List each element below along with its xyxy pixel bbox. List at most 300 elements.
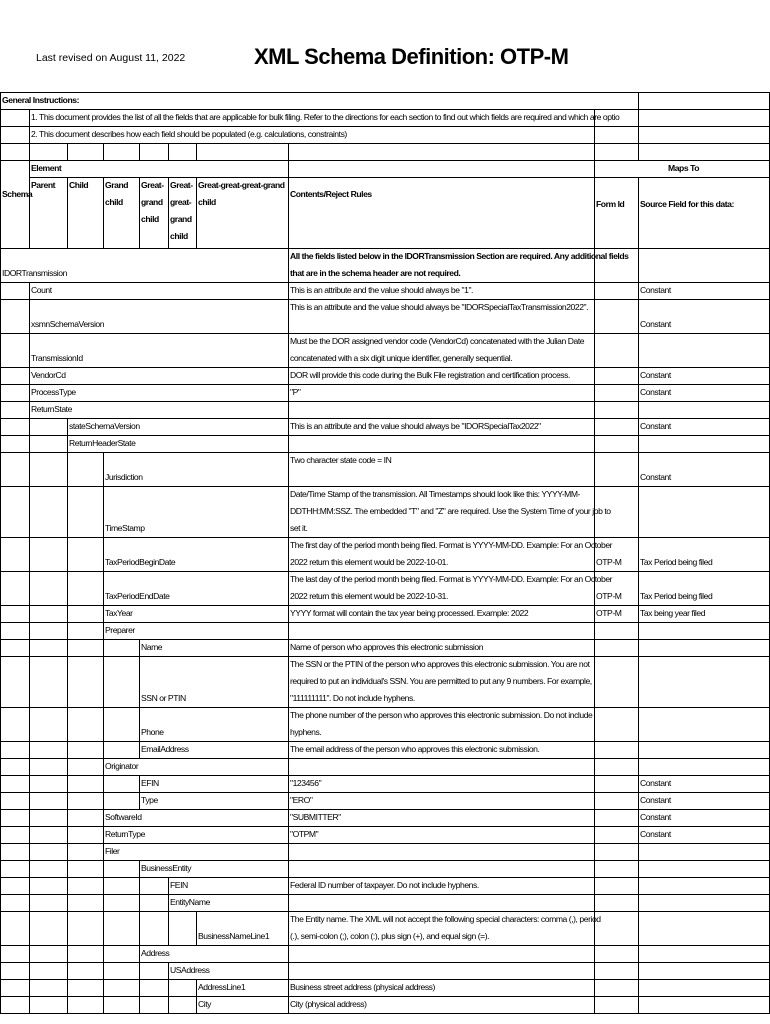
grid-line <box>103 605 104 622</box>
grid-line <box>0 333 1 367</box>
grid-line <box>196 911 197 945</box>
contents-rule: that are in the schema header are not required. <box>290 268 461 278</box>
grid-line <box>29 809 30 826</box>
grid-line <box>168 177 169 248</box>
element-name: Originator <box>105 761 139 771</box>
grid-line <box>288 248 289 282</box>
contents-rule: hyphens. <box>290 727 322 737</box>
grid-line <box>594 333 595 367</box>
grid-line <box>0 418 1 435</box>
grid-line <box>638 758 639 775</box>
grid-line <box>103 452 104 486</box>
grid-line <box>638 571 639 605</box>
grid-line <box>594 537 595 571</box>
grid-line <box>594 775 595 792</box>
grid-line <box>0 894 770 895</box>
grid-line <box>29 333 30 367</box>
grid-line <box>67 418 68 435</box>
grid-line <box>288 962 289 979</box>
grid-line <box>67 877 68 894</box>
grid-line <box>139 979 140 996</box>
element-name: Type <box>141 795 158 805</box>
grid-line <box>0 860 1 877</box>
grid-line <box>29 911 30 945</box>
element-name: Phone <box>141 727 164 737</box>
grid-line <box>0 571 1 605</box>
col-great-grand: child <box>141 214 159 224</box>
grid-line <box>638 282 639 299</box>
col-child: Child <box>69 180 89 190</box>
grid-line <box>288 826 289 843</box>
grid-line <box>594 418 595 435</box>
grid-line <box>29 894 30 911</box>
grid-line <box>0 843 1 860</box>
grid-line <box>638 962 639 979</box>
grid-line <box>29 109 30 143</box>
grid-line <box>0 996 1 1013</box>
grid-line <box>196 996 197 1013</box>
grid-line <box>638 945 639 962</box>
grid-line <box>29 571 30 605</box>
grid-line <box>67 486 68 537</box>
grid-line <box>288 656 289 707</box>
grid-line <box>0 401 1 418</box>
grid-line <box>103 571 104 605</box>
grid-line <box>594 979 595 996</box>
source-field: Tax Period being filed <box>640 591 713 601</box>
source-field: Constant <box>640 472 671 482</box>
element-name: VendorCd <box>31 370 66 380</box>
contents-rule: This is an attribute and the value should always be "IDORSpecialTax2022" <box>290 421 541 431</box>
form-id: OTP-M <box>596 591 622 601</box>
grid-line <box>638 826 639 843</box>
grid-line <box>29 843 30 860</box>
contents-rule: "ERO" <box>290 795 313 805</box>
grid-line <box>594 758 595 775</box>
grid-line <box>638 639 639 656</box>
col-great-great: Great- <box>170 180 193 190</box>
col-great-great-great-grand: child <box>198 197 216 207</box>
element-name: stateSchemaVersion <box>69 421 140 431</box>
grid-line <box>0 758 1 775</box>
contents-rule: Name of person who approves this electronic submission <box>290 642 484 652</box>
grid-line <box>638 452 639 486</box>
grid-line <box>67 435 68 452</box>
grid-line <box>196 143 197 160</box>
grid-line <box>168 996 169 1013</box>
grid-line <box>139 177 140 248</box>
grid-line <box>103 143 104 160</box>
col-parent: Parent <box>31 180 56 190</box>
grid-line <box>594 384 595 401</box>
grid-line <box>67 962 68 979</box>
grid-line <box>139 945 140 962</box>
grid-line <box>594 996 595 1013</box>
element-name: EntityName <box>170 897 210 907</box>
col-great-great-great-grand: Great-great-great-grand <box>198 180 285 190</box>
grid-line <box>67 860 68 877</box>
grid-line <box>0 656 1 707</box>
contents-rule: This is an attribute and the value should always be "1". <box>290 285 473 295</box>
grid-line <box>638 741 639 758</box>
grid-line <box>67 996 68 1013</box>
grid-line <box>29 775 30 792</box>
grid-line <box>638 775 639 792</box>
grid-line <box>67 639 68 656</box>
grid-line <box>594 282 595 299</box>
form-id: OTP-M <box>596 608 622 618</box>
grid-line <box>67 605 68 622</box>
grid-line <box>0 367 1 384</box>
grid-line <box>67 741 68 758</box>
grid-line <box>0 877 1 894</box>
grid-line <box>103 758 104 775</box>
contents-rule: Business street address (physical address) <box>290 982 435 992</box>
grid-line <box>29 860 30 877</box>
grid-line <box>29 622 30 639</box>
grid-line <box>594 792 595 809</box>
col-contents: Contents/Reject Rules <box>290 189 372 199</box>
element-name: Count <box>31 285 52 295</box>
instruction-line: 1. This document provides the list of all the fields that are applicable for bulk filing. Refer to the directions for each section to find out which fields are required and which are optio <box>31 112 620 122</box>
element-name: ReturnState <box>31 404 72 414</box>
element-name: ReturnType <box>105 829 145 839</box>
element-name: TransmissionId <box>31 353 83 363</box>
grid-line <box>67 979 68 996</box>
contents-rule: This is an attribute and the value should always be "IDORSpecialTaxTransmission2022". <box>290 302 589 312</box>
contents-rule: Must be the DOR assigned vendor code (VendorCd) concatenated with the Julian Date <box>290 336 585 346</box>
grid-line <box>29 741 30 758</box>
grid-line <box>67 843 68 860</box>
grid-line <box>288 877 289 894</box>
instruction-line: 2. This document describes how each field should be populated (e.g. calculations, constraints) <box>31 129 347 139</box>
contents-rule: The phone number of the person who approves this electronic submission. Do not include <box>290 710 593 720</box>
source-field: Constant <box>640 421 671 431</box>
grid-line <box>288 435 289 452</box>
grid-line <box>0 248 1 282</box>
grid-line <box>29 435 30 452</box>
grid-line <box>29 384 30 401</box>
grid-line <box>594 945 595 962</box>
grid-line <box>288 486 289 537</box>
grid-line <box>67 894 68 911</box>
grid-line <box>103 877 104 894</box>
contents-rule: "P" <box>290 387 301 397</box>
grid-line <box>168 979 169 996</box>
grid-line <box>103 486 104 537</box>
element-name: EmailAddress <box>141 744 189 754</box>
element-name: Filer <box>105 846 120 856</box>
source-field: Tax being year filed <box>640 608 706 618</box>
grid-line <box>638 996 639 1013</box>
grid-line <box>29 979 30 996</box>
contents-rule: Federal ID number of taxpayer. Do not include hyphens. <box>290 880 479 890</box>
grid-line <box>0 486 1 537</box>
grid-line <box>29 160 30 248</box>
grid-line <box>0 979 1 996</box>
grid-line <box>0 160 1 248</box>
grid-line <box>288 537 289 571</box>
grid-line <box>103 911 104 945</box>
grid-line <box>638 792 639 809</box>
grid-line <box>288 384 289 401</box>
grid-line <box>594 452 595 486</box>
source-field: Constant <box>640 812 671 822</box>
grid-line <box>67 792 68 809</box>
grid-line <box>638 911 639 945</box>
grid-line <box>594 639 595 656</box>
element-name: FEIN <box>170 880 188 890</box>
grid-line <box>288 299 289 333</box>
element-header: Element <box>31 163 62 173</box>
grid-line <box>67 826 68 843</box>
grid-line <box>594 622 595 639</box>
grid-line <box>638 384 639 401</box>
element-name: ProcessType <box>31 387 76 397</box>
grid-line <box>288 758 289 775</box>
grid-line <box>168 877 169 894</box>
col-great-great: great- <box>170 197 192 207</box>
grid-line <box>0 160 770 161</box>
source-field: Constant <box>640 829 671 839</box>
grid-line <box>29 639 30 656</box>
grid-line <box>139 996 140 1013</box>
col-grand: Grand <box>105 180 129 190</box>
grid-line <box>288 894 289 911</box>
col-form-id: Form Id <box>596 199 625 209</box>
grid-line <box>103 639 104 656</box>
grid-line <box>0 945 770 946</box>
grid-line <box>0 452 1 486</box>
source-field: Constant <box>640 319 671 329</box>
grid-line <box>0 707 1 741</box>
grid-line <box>594 109 595 143</box>
grid-line <box>29 537 30 571</box>
source-field: Constant <box>640 285 671 295</box>
grid-line <box>103 860 104 877</box>
contents-rule: Date/Time Stamp of the transmission. All Timestamps should look like this: YYYY-MM- <box>290 489 580 499</box>
grid-line <box>29 605 30 622</box>
grid-line <box>0 911 1 945</box>
grid-line <box>638 809 639 826</box>
element-name: AddressLine1 <box>198 982 246 992</box>
general-instructions-label: General Instructions: <box>2 95 79 105</box>
contents-rule: The SSN or the PTIN of the person who approves this electronic submission. You are not <box>290 659 590 669</box>
grid-line <box>638 486 639 537</box>
grid-line <box>103 775 104 792</box>
grid-line <box>594 962 595 979</box>
grid-line <box>29 656 30 707</box>
grid-line <box>288 282 289 299</box>
grid-line <box>594 367 595 384</box>
grid-line <box>594 826 595 843</box>
grid-line <box>288 333 289 367</box>
grid-line <box>594 656 595 707</box>
grid-line <box>0 962 770 963</box>
grid-line <box>103 707 104 741</box>
grid-line <box>594 877 595 894</box>
grid-line <box>638 979 639 996</box>
grid-line <box>288 843 289 860</box>
grid-line <box>67 945 68 962</box>
source-field: Constant <box>640 778 671 788</box>
grid-line <box>288 979 289 996</box>
grid-line <box>0 1013 770 1014</box>
grid-line <box>594 843 595 860</box>
grid-line <box>638 143 639 160</box>
grid-line <box>288 809 289 826</box>
grid-line <box>594 894 595 911</box>
element-name: ReturnHeaderState <box>69 438 136 448</box>
grid-line <box>288 775 289 792</box>
grid-line <box>0 143 770 144</box>
grid-line <box>288 160 289 248</box>
grid-line <box>594 605 595 622</box>
element-name: EFIN <box>141 778 159 788</box>
grid-line <box>196 979 197 996</box>
last-revised-date: Last revised on August 11, 2022 <box>36 52 186 64</box>
maps-to-header: Maps To <box>668 163 700 173</box>
grid-line <box>594 486 595 537</box>
element-name: Address <box>141 948 170 958</box>
grid-line <box>67 143 68 160</box>
grid-line <box>103 826 104 843</box>
grid-line <box>29 826 30 843</box>
grid-line <box>638 333 639 367</box>
grid-line <box>0 605 1 622</box>
grid-line <box>638 299 639 333</box>
grid-line <box>638 860 639 877</box>
contents-rule: "SUBMITTER" <box>290 812 341 822</box>
grid-line <box>139 877 140 894</box>
grid-line <box>103 945 104 962</box>
grid-line <box>67 571 68 605</box>
grid-line <box>638 894 639 911</box>
grid-line <box>638 622 639 639</box>
element-name: IDORTransmission <box>2 268 67 278</box>
grid-line <box>67 758 68 775</box>
grid-line <box>29 996 30 1013</box>
grid-line <box>288 452 289 486</box>
grid-line <box>638 656 639 707</box>
grid-line <box>638 843 639 860</box>
grid-line <box>594 911 595 945</box>
grid-line <box>638 248 639 282</box>
contents-rule: The Entity name. The XML will not accept the following special characters: comma (,), period <box>290 914 601 924</box>
grid-line <box>288 622 289 639</box>
grid-line <box>29 877 30 894</box>
grid-line <box>288 401 289 418</box>
contents-rule: DOR will provide this code during the Bulk File registration and certification process. <box>290 370 570 380</box>
grid-line <box>594 707 595 741</box>
grid-line <box>0 826 1 843</box>
element-name: xsmnSchemaVersion <box>31 319 105 329</box>
grid-line <box>29 299 30 333</box>
grid-line <box>139 143 140 160</box>
grid-line <box>0 384 1 401</box>
grid-line <box>103 656 104 707</box>
grid-line <box>67 775 68 792</box>
grid-line <box>67 911 68 945</box>
grid-line <box>139 775 140 792</box>
grid-line <box>29 758 30 775</box>
grid-line <box>638 707 639 741</box>
schema-table <box>0 92 770 1024</box>
grid-line <box>29 945 30 962</box>
grid-line <box>288 792 289 809</box>
grid-line <box>594 860 595 877</box>
grid-line <box>29 282 30 299</box>
grid-line <box>103 177 104 248</box>
grid-line <box>139 860 140 877</box>
grid-line <box>67 622 68 639</box>
grid-line <box>0 945 1 962</box>
grid-line <box>29 486 30 537</box>
grid-line <box>288 860 289 877</box>
grid-line <box>168 911 169 945</box>
form-id: OTP-M <box>596 557 622 567</box>
grid-line <box>0 775 1 792</box>
grid-line <box>29 367 30 384</box>
grid-line <box>103 996 104 1013</box>
grid-line <box>288 367 289 384</box>
grid-line <box>103 979 104 996</box>
grid-line <box>0 894 1 911</box>
grid-line <box>288 143 289 160</box>
grid-line <box>168 962 169 979</box>
col-great-great: grand <box>170 214 192 224</box>
page-title: XML Schema Definition: OTP-M <box>254 44 569 69</box>
grid-line <box>288 996 289 1013</box>
contents-rule: City (physical address) <box>290 999 367 1009</box>
grid-line <box>0 962 1 979</box>
grid-line <box>288 605 289 622</box>
grid-line <box>594 435 595 452</box>
contents-rule: "111111111". Do not include hyphens. <box>290 693 415 703</box>
grid-line <box>638 877 639 894</box>
grid-line <box>638 401 639 418</box>
grid-line <box>67 707 68 741</box>
source-field: Constant <box>640 370 671 380</box>
grid-line <box>168 894 169 911</box>
element-name: BusinessEntity <box>141 863 192 873</box>
grid-line <box>638 418 639 435</box>
grid-line <box>594 143 595 160</box>
source-field: Tax Period being filed <box>640 557 713 567</box>
contents-rule: 2022 return this element would be 2022-10-31. <box>290 591 448 601</box>
grid-line <box>67 656 68 707</box>
contents-rule: 2022 return this element would be 2022-10-01. <box>290 557 448 567</box>
element-name: TaxPeriodBeginDate <box>105 557 176 567</box>
contents-rule: "123456" <box>290 778 322 788</box>
grid-line <box>103 741 104 758</box>
contents-rule: The email address of the person who approves this electronic submission. <box>290 744 540 754</box>
grid-line <box>0 537 1 571</box>
grid-line <box>29 707 30 741</box>
source-field: Constant <box>640 387 671 397</box>
contents-rule: Two character state code = IN <box>290 455 392 465</box>
element-name: BusinessNameLine1 <box>198 931 270 941</box>
source-field: Constant <box>640 795 671 805</box>
grid-line <box>139 962 140 979</box>
grid-line <box>288 418 289 435</box>
grid-line <box>288 741 289 758</box>
grid-line <box>594 809 595 826</box>
element-name: TimeStamp <box>105 523 145 533</box>
grid-line <box>103 894 104 911</box>
grid-line <box>638 92 639 143</box>
grid-line <box>29 962 30 979</box>
